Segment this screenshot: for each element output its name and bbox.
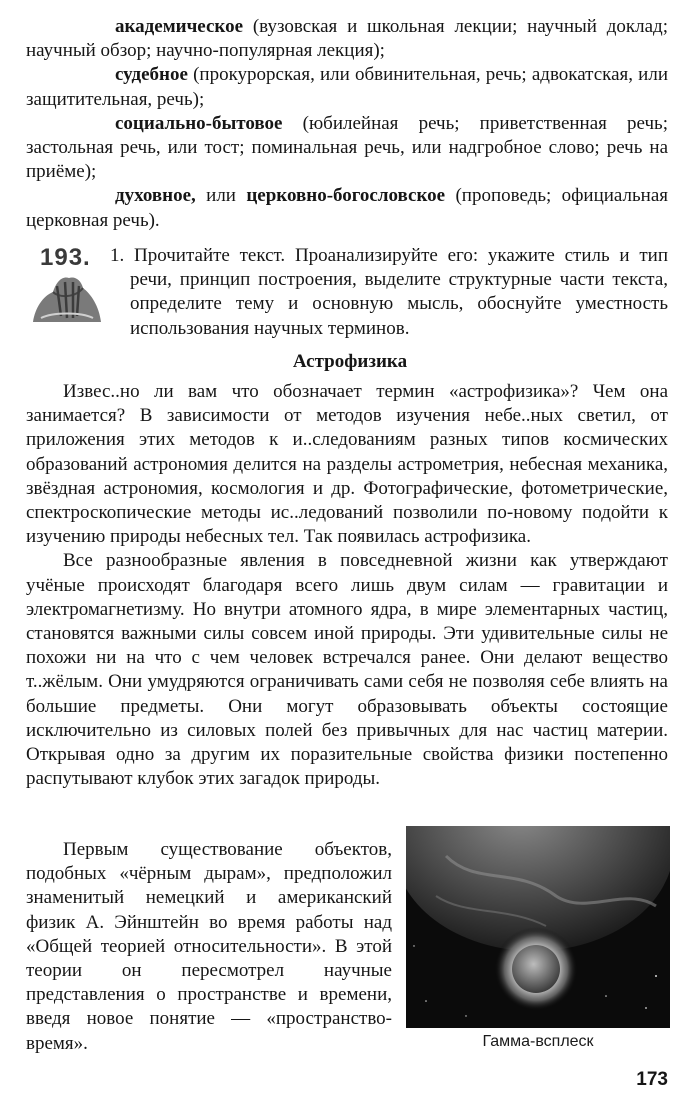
exercise-task: 1. Прочитайте текст. Проанализируйте его: укажите стиль и тип речи, принцип построения, выделите структурные части текста, определите тему и основную мысль, обоснуйте уместность использования научных терминов. <box>110 245 668 339</box>
text-title: Астрофизика <box>292 351 408 372</box>
paragraph: Первым существование объектов, подобных «чёрным дырам», предположил знаменитый немецкий и американский физик А. Эйнштейн во время работы над «Общей теорией относительности». В этой теории он пересмотрел научные представления о пространстве и времени, введя новое понятие — «пространство-время». <box>26 839 392 1054</box>
figure-caption: Гамма-всплеск <box>482 1033 594 1050</box>
text-body-left <box>26 838 392 1056</box>
text-body <box>26 380 668 791</box>
list-item: судебное (прокурорская, или обвинительная, речь; адвокатская, или защитительная, речь); <box>26 64 668 110</box>
hand-stop-icon <box>27 272 107 324</box>
intro-list <box>26 15 668 233</box>
exercise-number: 193. <box>40 244 91 271</box>
paragraph: Извес..но ли вам что обозначает термин «астрофизика»? Чем она занимается? В зависимости от методов изучения небе..ных светил, от приложения этих методов к и..следованиям разных типов космических образований астрономия делится на разделы астрометрия, небесная механика, звёздная астрономия, космология и др. Фотографические, фотометрические, спектроскопические методы ис..ледований позволили по-новому подойти к изучению природы небесных тел. Так появилась астрофизика. <box>26 381 668 548</box>
page-number: 173 <box>636 1069 668 1090</box>
paragraph: Все разнообразные явления в повседневной жизни как утверждают учёные происходят благодаря всего лишь двум силам — гравитации и электромагнетизму. Но внутри атомного ядра, в мире элементарных частиц, становятся важными силы совсем иной природы. Эти удивительные силы не похожи ни на что с чем человек встречался ранее. Они делают вещество т..жёлым. Они умудряются ограничивать сами себя не позволяя себе влиять на большие предметы. Они могут образовывать объекты состоящие исключительно из силовых полей без привычных для нас частиц материи. Открывая одно за другим их поразительные свойства физики постепенно распутывают клубок этих загадок природы. <box>26 550 668 790</box>
list-item: духовное, или церковно-богословское (проповедь; официальная церковная речь). <box>26 185 668 231</box>
gamma-burst-image <box>406 826 670 1028</box>
list-item: социально-бытовое (юбилейная речь; приветственная речь; застольная речь, или тост; поминальная речь, или надгробное слово; речь на приёме); <box>26 112 668 183</box>
list-item: академическое (вузовская и школьная лекции; научный доклад; научный обзор; научно-популярная лекция); <box>26 16 668 62</box>
